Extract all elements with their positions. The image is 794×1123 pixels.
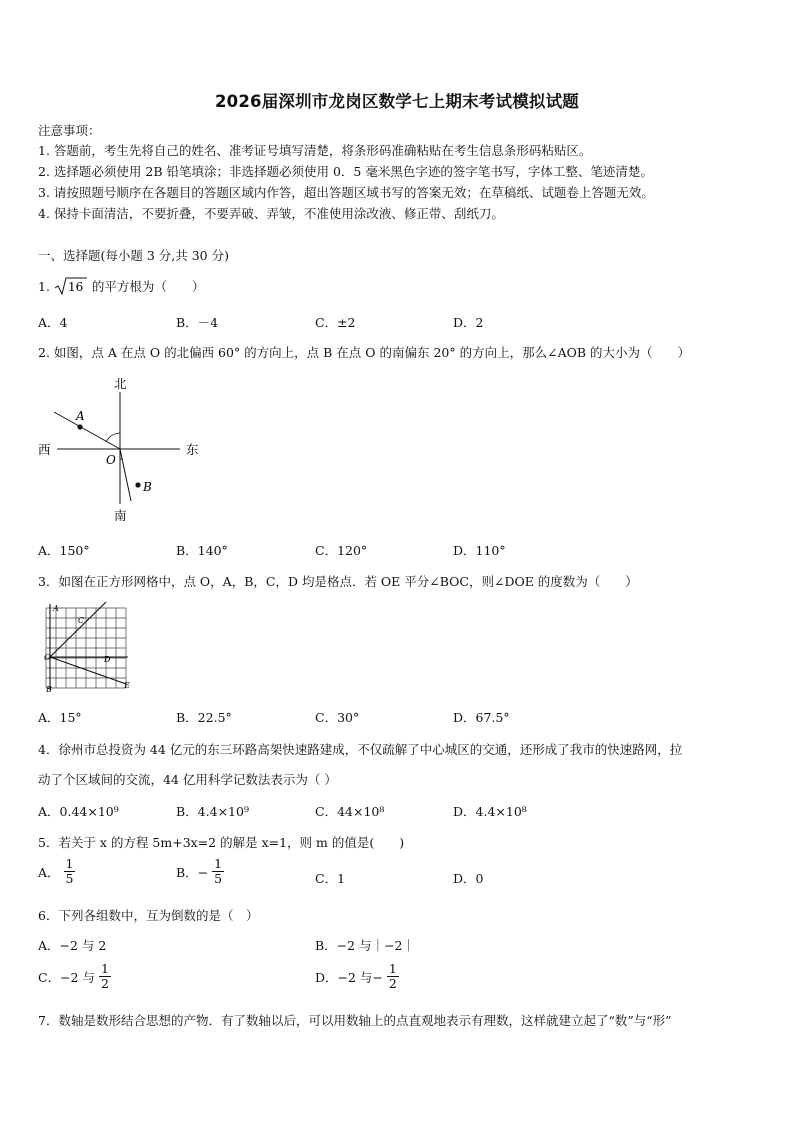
option-c: C．±2 bbox=[315, 315, 356, 330]
option-c: C．120° bbox=[315, 543, 368, 558]
fraction-numerator: 1 bbox=[65, 856, 74, 871]
option-b: B．22.5° bbox=[176, 710, 232, 725]
question-text: 的平方根为（ ） bbox=[91, 279, 205, 294]
label-west: 西 bbox=[38, 442, 51, 457]
label-south: 南 bbox=[114, 508, 127, 523]
option-b bbox=[176, 857, 224, 887]
option-d: D．4.4×10⁸ bbox=[453, 804, 527, 819]
fraction bbox=[387, 962, 399, 992]
fraction-denominator: 5 bbox=[214, 871, 223, 887]
question-6: 6．下列各组数中，互为倒数的是（ ） bbox=[38, 908, 259, 923]
label-point-a: A bbox=[76, 409, 85, 423]
sqrt-expression bbox=[54, 276, 88, 299]
option-c: C．1 bbox=[315, 871, 346, 886]
label-north: 北 bbox=[114, 376, 127, 391]
option-a bbox=[38, 857, 75, 887]
label-point-b: B bbox=[143, 480, 152, 494]
fraction-numerator: 1 bbox=[214, 856, 223, 871]
fraction-denominator: 5 bbox=[65, 871, 74, 887]
sqrt-radicand: 16 bbox=[67, 280, 84, 294]
label-point-o: O bbox=[44, 653, 51, 662]
question-4-line-2: 动了个区域间的交流，44 亿用科学记数法表示为（ ） bbox=[38, 772, 337, 787]
option-a: A．4 bbox=[38, 315, 68, 330]
option-a: A．150° bbox=[38, 543, 90, 558]
label-point-c: C bbox=[78, 616, 85, 625]
compass-diagram bbox=[30, 372, 210, 524]
label-point-o: O bbox=[106, 453, 116, 467]
fraction bbox=[99, 962, 111, 992]
fraction-numerator: 1 bbox=[388, 961, 397, 976]
option-c bbox=[38, 962, 111, 992]
question-3: 3．如图在正方形网格中，点 O，A，B，C，D 均是格点．若 OE 平分∠BOC，则∠DOE 的度数为（ ） bbox=[38, 574, 638, 589]
option-c: C．30° bbox=[315, 710, 360, 725]
option-d: D．110° bbox=[453, 543, 506, 558]
fraction-denominator: 2 bbox=[388, 976, 397, 992]
option-label: D．−2 与− bbox=[315, 969, 383, 985]
question-2: 2. 如图，点 A 在点 O 的北偏西 60° 的方向上，点 B 在点 O 的南偏东 20° 的方向上，那么∠AOB 的大小为（ ） bbox=[38, 345, 691, 360]
note-item-2: 2. 选择题必须使用 2B 铅笔填涂；非选择题必须使用 0．5 毫米黑色字迹的签字笔书写，字体工整、笔迹清楚。 bbox=[38, 164, 653, 179]
fraction-denominator: 2 bbox=[100, 976, 109, 992]
option-d bbox=[315, 962, 399, 992]
label-east: 东 bbox=[186, 442, 199, 457]
option-d: D．0 bbox=[453, 871, 484, 886]
sqrt-icon bbox=[54, 276, 88, 296]
label-point-b: B bbox=[46, 685, 52, 694]
question-7: 7．数轴是数形结合思想的产物．有了数轴以后，可以用数轴上的点直观地表示有理数，这样就建立起了“数”与“形” bbox=[38, 1013, 672, 1028]
note-item-4: 4. 保持卡面清洁，不要折叠，不要弄破、弄皱，不准使用涂改液、修正带、刮纸刀。 bbox=[38, 206, 504, 221]
option-label: B．− bbox=[176, 864, 209, 880]
grid-diagram bbox=[36, 600, 140, 694]
fraction bbox=[64, 857, 76, 887]
question-1 bbox=[38, 276, 204, 299]
label-point-a: A bbox=[53, 604, 59, 613]
option-b: B．－4 bbox=[176, 315, 219, 330]
option-b: B．4.4×10⁹ bbox=[176, 804, 249, 819]
option-label: C．−2 与 bbox=[38, 969, 95, 985]
section-heading: 一、选择题(每小题 3 分,共 30 分) bbox=[38, 248, 229, 263]
option-a: A．−2 与 2 bbox=[38, 938, 107, 953]
label-point-e: E bbox=[124, 681, 130, 690]
question-number: 1. bbox=[38, 279, 50, 294]
note-item-3: 3. 请按照题号顺序在各题目的答题区域内作答，超出答题区域书写的答案无效；在草稿纸、试题卷上答题无效。 bbox=[38, 185, 654, 200]
option-label: A． bbox=[38, 864, 60, 880]
label-point-d: D bbox=[104, 655, 111, 664]
option-a: A．15° bbox=[38, 710, 82, 725]
question-4-line-1: 4．徐州市总投资为 44 亿元的东三环路高架快速路建成，不仅疏解了中心城区的交通，还形成了我市的快速路网，拉 bbox=[38, 742, 683, 757]
notes-heading: 注意事项： bbox=[38, 123, 101, 138]
question-5: 5．若关于 x 的方程 5m+3x=2 的解是 x=1，则 m 的值是( ) bbox=[38, 835, 405, 850]
option-b: B．−2 与｜−2｜ bbox=[315, 938, 416, 953]
option-d: D．2 bbox=[453, 315, 484, 330]
page-title: 2026届深圳市龙岗区数学七上期末考试模拟试题 bbox=[214, 92, 580, 111]
note-item-1: 1. 答题前，考生先将自己的姓名、准考证号填写清楚，将条形码准确粘贴在考生信息条形码粘贴区。 bbox=[38, 143, 592, 158]
option-a: A．0.44×10⁹ bbox=[38, 804, 119, 819]
option-d: D．67.5° bbox=[453, 710, 510, 725]
option-c: C．44×10⁸ bbox=[315, 804, 385, 819]
fraction-numerator: 1 bbox=[100, 961, 109, 976]
fraction bbox=[212, 857, 224, 887]
option-b: B．140° bbox=[176, 543, 228, 558]
